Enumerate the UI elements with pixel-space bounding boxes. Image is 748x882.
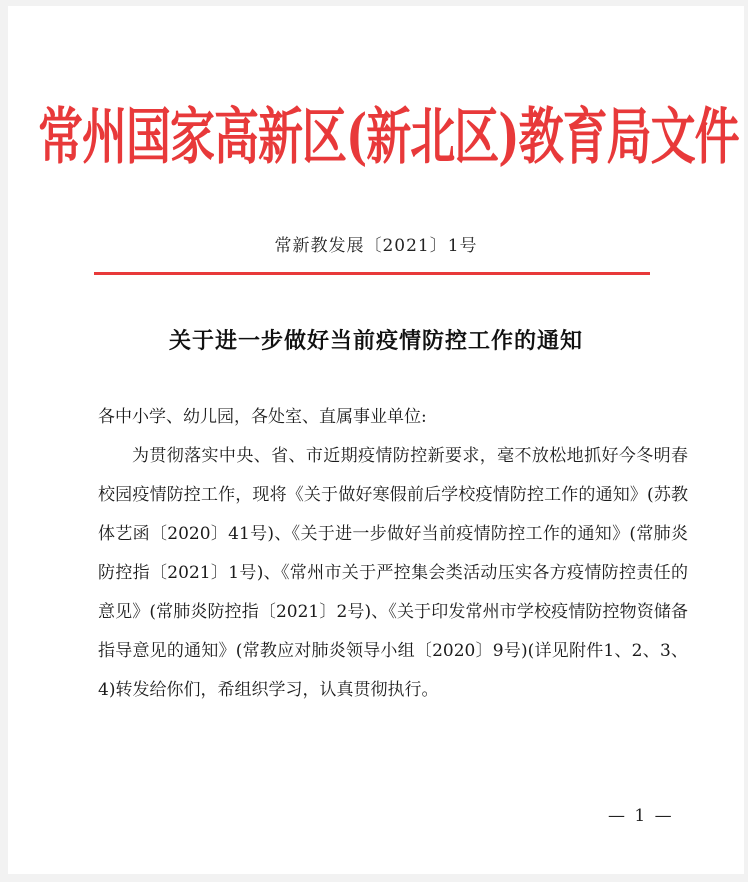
body-paragraph: 为贯彻落实中央、省、市近期疫情防控新要求，毫不放松地抓好今冬明春校园疫情防控工作，现将《关于做好寒假前后学校疫情防控工作的通知》(苏教体艺函〔2020〕41号)、《关于进一步做好当前疫情防控工作的通知》(常肺炎防控指〔2021〕1号)、《常州市关于严控集会类活动压实各方疫情防控责任的意见》(常肺炎防控指〔2021〕2号)、《关于印发常州市学校疫情防控物资储备指导意见的通知》(常教应对肺炎领导小组〔2020〕9号)(详见附件1、2、3、4)转发给你们，希组织学习，认真贯彻执行。 [98,446,688,700]
page-number: — 1 — [608,806,674,826]
red-divider-line [94,272,650,275]
salutation: 各中小学、幼儿园，各处室、直属事业单位: [98,407,427,427]
agency-header-title: 常州国家高新区(新北区)教育局文件 [38,100,739,173]
notice-title: 关于进一步做好当前疫情防控工作的通知 [168,328,583,354]
document-number: 常新教发展〔2021〕1号 [274,236,478,256]
document-page [8,6,744,874]
